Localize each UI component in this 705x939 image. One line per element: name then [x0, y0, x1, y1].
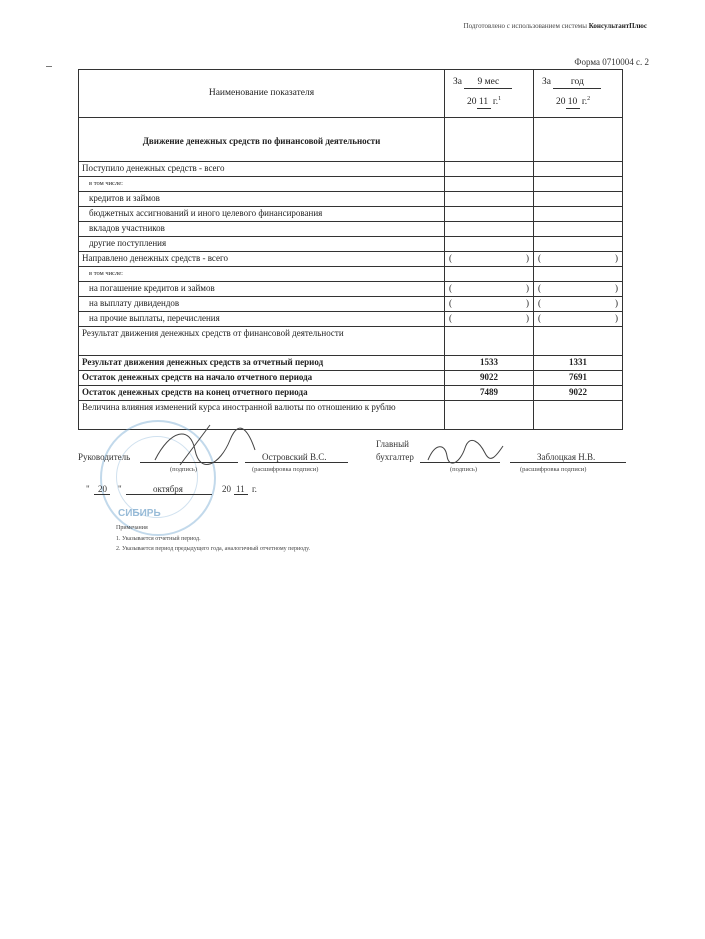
accountant-name: Заблоцкая Н.В.	[537, 452, 596, 462]
stamp-text: СИБИРЬ	[118, 508, 161, 519]
paren-cell: ( )	[445, 297, 534, 312]
paren-cell: ( )	[534, 297, 623, 312]
row-label: на погашение кредитов и займов	[79, 282, 445, 297]
table-header-row	[79, 70, 623, 118]
period-previous-label: год	[553, 77, 601, 89]
row-label: Результат движения денежных средств за отчетный период	[79, 356, 445, 371]
table-row	[79, 207, 623, 222]
row-label: Остаток денежных средств на конец отчетного периода	[79, 386, 445, 401]
paren-cell: ( )	[445, 282, 534, 297]
head-name: Островский В.С.	[262, 452, 327, 462]
period-current-label: 9 мес	[464, 77, 512, 89]
paren-cell: ( )	[534, 312, 623, 327]
row-label: Величина влияния изменений курса иностранной валюты по отношению к рублю	[79, 401, 445, 430]
table-row	[79, 386, 623, 401]
section-title: Движение денежных средств по финансовой деятельности	[79, 118, 445, 162]
paren-cell: ( )	[445, 312, 534, 327]
head-label: Руководитель	[78, 452, 131, 462]
date-year-prefix: 20	[222, 484, 231, 494]
paren-cell: ( )	[534, 282, 623, 297]
row-label: Поступило денежных средств - всего	[79, 162, 445, 177]
date-open-quote: "	[86, 484, 90, 494]
cash-flow-table	[78, 69, 623, 430]
row-label: другие поступления	[79, 237, 445, 252]
footnote-2-mark: 2	[587, 96, 591, 102]
accountant-signature	[425, 438, 505, 468]
period-current-year-prefix: 20	[467, 97, 477, 108]
period-current-za: За	[453, 77, 462, 87]
accountant-name-line	[510, 462, 626, 463]
note-item: 2. Указывается период предыдущего года, аналогичный отчетному периоду.	[116, 546, 310, 552]
value-previous: 9022	[534, 386, 623, 401]
note-item: 1. Указывается отчетный период.	[116, 536, 201, 542]
head-sign-caption: (подпись)	[170, 466, 197, 473]
head-name-line	[245, 462, 348, 463]
head-decode-caption: (расшифровка подписи)	[252, 466, 319, 473]
date-year: 11	[236, 484, 245, 494]
value-current: 7489	[445, 386, 534, 401]
head-signature	[150, 420, 260, 470]
table-row	[79, 252, 623, 267]
date-close-quote: "	[118, 484, 122, 494]
table-row	[79, 371, 623, 386]
column-period-current	[445, 70, 534, 118]
accountant-label-1: Главный	[376, 439, 409, 449]
date-day: 20	[98, 484, 107, 494]
date-year-line	[234, 494, 248, 495]
table-row	[79, 192, 623, 207]
period-previous-year: 10	[566, 97, 580, 109]
value-previous: 1331	[534, 356, 623, 371]
period-previous-year-suffix: г.	[581, 97, 588, 108]
accountant-sign-caption: (подпись)	[450, 466, 477, 473]
value-current: 9022	[445, 371, 534, 386]
footnote-1-mark: 1	[498, 96, 502, 102]
row-label: Направлено денежных средств - всего	[79, 252, 445, 267]
row-label: Остаток денежных средств на начало отчетного периода	[79, 371, 445, 386]
value-previous: 7691	[534, 371, 623, 386]
row-label: бюджетных ассигнований и иного целевого финансирования	[79, 207, 445, 222]
date-month: октября	[153, 484, 183, 494]
table-row	[79, 282, 623, 297]
table-row	[79, 237, 623, 252]
period-current-year-suffix: г.	[492, 97, 499, 108]
row-label: на выплату дивидендов	[79, 297, 445, 312]
row-label: Результат движения денежных средств от финансовой деятельности	[79, 327, 445, 356]
margin-mark	[46, 66, 52, 67]
row-label: на прочие выплаты, перечисления	[79, 312, 445, 327]
table-row	[79, 177, 623, 192]
prepared-prefix: Подготовлено с использованием системы	[463, 22, 587, 30]
form-label: Форма 0710004 с. 2	[574, 57, 649, 67]
prepared-note	[464, 22, 647, 30]
section-row	[79, 118, 623, 162]
row-label: кредитов и займов	[79, 192, 445, 207]
row-label: в том числе:	[79, 267, 445, 282]
paren-cell: ( )	[534, 252, 623, 267]
period-current-year: 11	[477, 97, 491, 109]
notes-title: Примечания	[116, 525, 148, 531]
table-row	[79, 297, 623, 312]
column-name-header: Наименование показателя	[79, 70, 445, 118]
prepared-system: КонсультантПлюс	[588, 22, 647, 30]
date-day-line	[94, 494, 110, 495]
date-year-suffix: г.	[252, 484, 257, 494]
accountant-decode-caption: (расшифровка подписи)	[520, 466, 587, 473]
column-period-previous	[534, 70, 623, 118]
period-previous-year-prefix: 20	[556, 97, 566, 108]
table-row	[79, 312, 623, 327]
row-label: вкладов участников	[79, 222, 445, 237]
table-row	[79, 222, 623, 237]
paren-cell: ( )	[445, 252, 534, 267]
row-label: в том числе:	[79, 177, 445, 192]
value-current: 1533	[445, 356, 534, 371]
table-row	[79, 327, 623, 356]
table-row	[79, 162, 623, 177]
table-row	[79, 267, 623, 282]
table-row	[79, 356, 623, 371]
period-previous-za: За	[542, 77, 551, 87]
date-month-line	[126, 494, 212, 495]
accountant-label-2: бухгалтер	[376, 452, 414, 462]
